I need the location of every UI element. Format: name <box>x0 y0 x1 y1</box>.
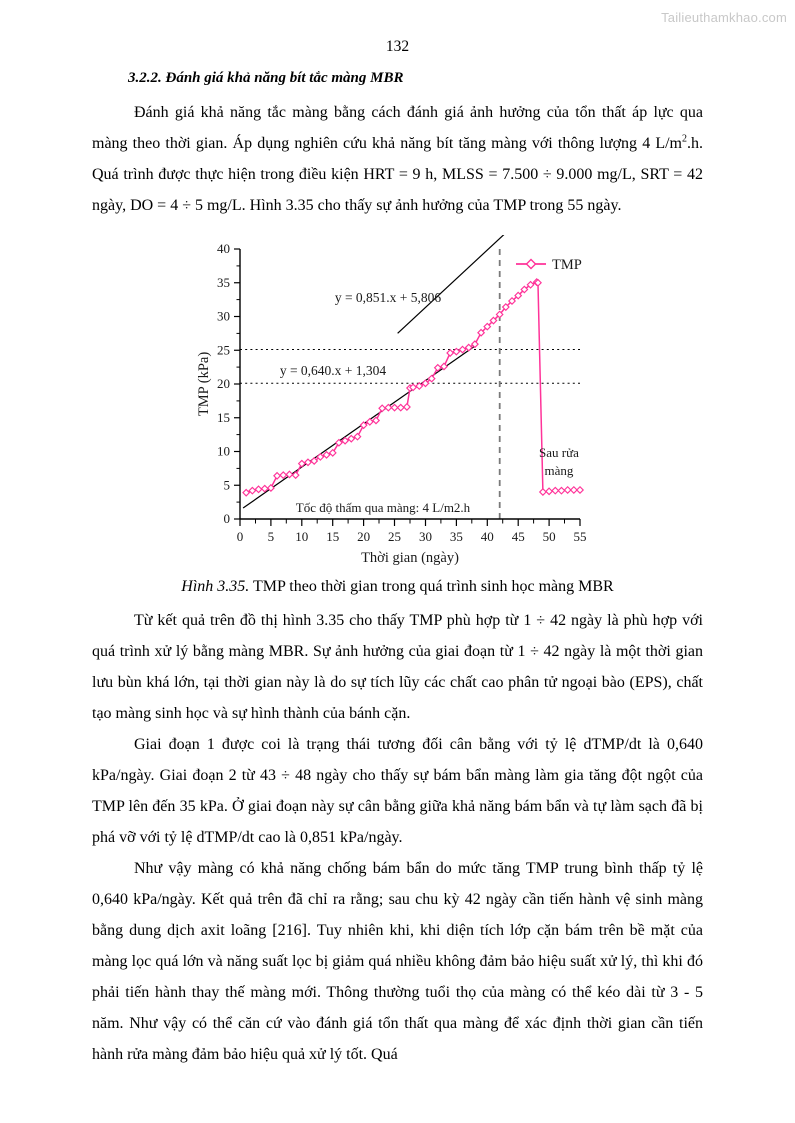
x-tick-label-5: 5 <box>267 529 274 544</box>
x-tick-label-15: 15 <box>325 529 339 544</box>
legend-marker-diamond <box>526 260 535 269</box>
paragraph-2: Từ kết quả trên đồ thị hình 3.35 cho thấy TMP phù hợp từ 1 ÷ 42 ngày là phù hợp với quá trình xử lý bằng màng MBR. Sự ảnh hưởng của giai đoạn từ 1 ÷ 42 ngày là một thời gian lưu bùn khá lớn, tại thời gian này là do sự tích lũy các chất cao phân tử ngoại bào (EPS), chất tạo màng sinh học và sự hình thành của bánh cặn. <box>92 612 703 722</box>
x-ticks <box>236 519 586 544</box>
tmp-data-point <box>249 487 255 493</box>
tmp-data-point <box>323 452 329 458</box>
tmp-data-point <box>576 487 582 493</box>
annotation-after-wash-line1: Sau rửa <box>538 445 579 460</box>
y-tick-label-35: 35 <box>216 274 230 290</box>
x-tick-label-0: 0 <box>236 529 243 544</box>
tmp-data-point <box>558 487 564 493</box>
paragraph-1-part-b: .h. Quá trình được thực hiện trong điều kiện HRT = 9 h, MLSS = 7.500 ÷ 9.000 mg/L, SRT = 42 ngày, DO = 4 ÷ 5 mg/L. Hình 3.35 cho thấy sự ảnh hưởng của TMP trong 55 ngày. <box>92 135 703 214</box>
y-axis-title: TMP (kPa) <box>195 351 212 417</box>
figure-caption-label: Hình 3.35. <box>181 578 250 595</box>
y-tick-label-30: 30 <box>216 308 230 324</box>
x-tick-label-10: 10 <box>294 529 308 544</box>
x-tick-label-20: 20 <box>356 529 370 544</box>
annotation-after-wash-line2: màng <box>544 463 573 478</box>
watermark: Tailieuthamkhao.com <box>661 10 787 25</box>
annotation-eq-2: y = 0,851.x + 5,806 <box>334 290 441 305</box>
tmp-data-point <box>366 419 372 425</box>
y-ticks <box>217 241 240 526</box>
y-tick-label-40: 40 <box>216 241 230 256</box>
tmp-series <box>242 279 582 496</box>
x-axis-title: Thời gian (ngày) <box>360 550 459 565</box>
tmp-data-point <box>403 404 409 410</box>
x-tick-label-55: 55 <box>573 529 586 544</box>
tmp-data-point <box>471 341 477 347</box>
tmp-data-point <box>273 473 279 479</box>
y-tick-label-20: 20 <box>216 376 230 391</box>
tmp-data-point <box>397 404 403 410</box>
tmp-data-point <box>255 486 261 492</box>
chart-svg <box>188 235 608 565</box>
annotation-eq-1: y = 0,640.x + 1,304 <box>279 363 386 378</box>
chart-legend <box>516 257 582 273</box>
paragraph-1-part-a: Đánh giá khả năng tắc màng bằng cách đánh giá ảnh hưởng của tổn thất áp lực qua màng theo thời gian. Áp dụng nghiên cứu khả năng bít tăng màng với thông lượng 4 L/m <box>92 104 703 152</box>
tmp-data-point <box>539 489 545 495</box>
y-tick-label-10: 10 <box>216 443 230 459</box>
page-number: 132 <box>385 38 410 55</box>
paragraph-4: Như vậy màng có khả năng chống bám bẩn do mức tăng TMP trung bình thấp tỷ lệ 0,640 kPa/ngày. Kết quả trên đã chỉ ra rằng; sau chu kỳ 42 ngày cần tiến hành vệ sinh màng bằng dung dịch axit loãng [216]. Tuy nhiên khi, khi diện tích lớp cặn bám trên bề mặt của màng lọc quá lớn và năng suất lọc bị giảm quá nhiều không đảm bảo hiệu suất xử lý, thì khi đó phải tiến hành thay thế màng mới. Thông thường tuổi thọ của màng có thể kéo dài từ 3 - 5 năm. Như vậy có thể căn cứ vào đánh giá tổn thất qua màng để xác định thời gian cần tiến hành rửa màng đảm bảo hiệu quả xử lý tốt. Quá <box>92 860 703 1063</box>
paragraph-1 <box>92 97 703 221</box>
paragraph-1-superscript: 2 <box>682 133 687 145</box>
legend-label-tmp: TMP <box>551 257 582 273</box>
x-tick-label-45: 45 <box>511 529 525 544</box>
tmp-data-point <box>242 489 248 495</box>
page-content <box>0 70 795 1070</box>
x-tick-label-30: 30 <box>418 529 432 544</box>
figure-caption <box>92 573 703 601</box>
tmp-data-point <box>465 344 471 350</box>
tmp-data-point <box>446 350 452 356</box>
tmp-data-point <box>280 472 286 478</box>
x-tick-label-40: 40 <box>480 529 494 544</box>
tmp-time-chart <box>188 235 608 565</box>
y-tick-label-5: 5 <box>223 477 230 493</box>
tmp-data-point <box>354 433 360 439</box>
y-tick-label-15: 15 <box>216 409 230 425</box>
chart-annotations <box>279 290 578 515</box>
figure-caption-text: TMP theo thời gian trong quá trình sinh học màng MBR <box>249 578 614 595</box>
paragraph-3: Giai đoạn 1 được coi là trạng thái tương đối cân bằng với tỷ lệ dTMP/dt là 0,640 kPa/ngày. Giai đoạn 2 từ 43 ÷ 48 ngày cho thấy sự bám bẩn màng làm gia tăng đột ngột của TMP lên đến 35 kPa. Ở giai đoạn này sự cân bằng giữa khả năng bám bẩn và tự làm sạch đã bị phá vỡ với tỷ lệ dTMP/dt cao là 0,851 kPa/ngày. <box>92 736 703 846</box>
y-tick-label-0: 0 <box>223 511 230 526</box>
tmp-data-point <box>372 417 378 423</box>
x-tick-label-50: 50 <box>542 529 556 544</box>
fit-line-2 <box>397 235 538 333</box>
tmp-data-point <box>545 488 551 494</box>
tmp-data-point <box>459 346 465 352</box>
x-tick-label-35: 35 <box>449 529 463 544</box>
figure-3-35 <box>92 235 703 565</box>
section-heading: 3.2.2. Đánh giá khả năng bít tắc màng MBR <box>128 70 404 86</box>
x-tick-label-25: 25 <box>387 529 401 544</box>
y-tick-label-25: 25 <box>216 342 230 358</box>
tmp-data-point <box>378 405 384 411</box>
annotation-flux: Tốc độ thấm qua màng: 4 L/m2.h <box>295 500 470 515</box>
tmp-data-point <box>348 435 354 441</box>
